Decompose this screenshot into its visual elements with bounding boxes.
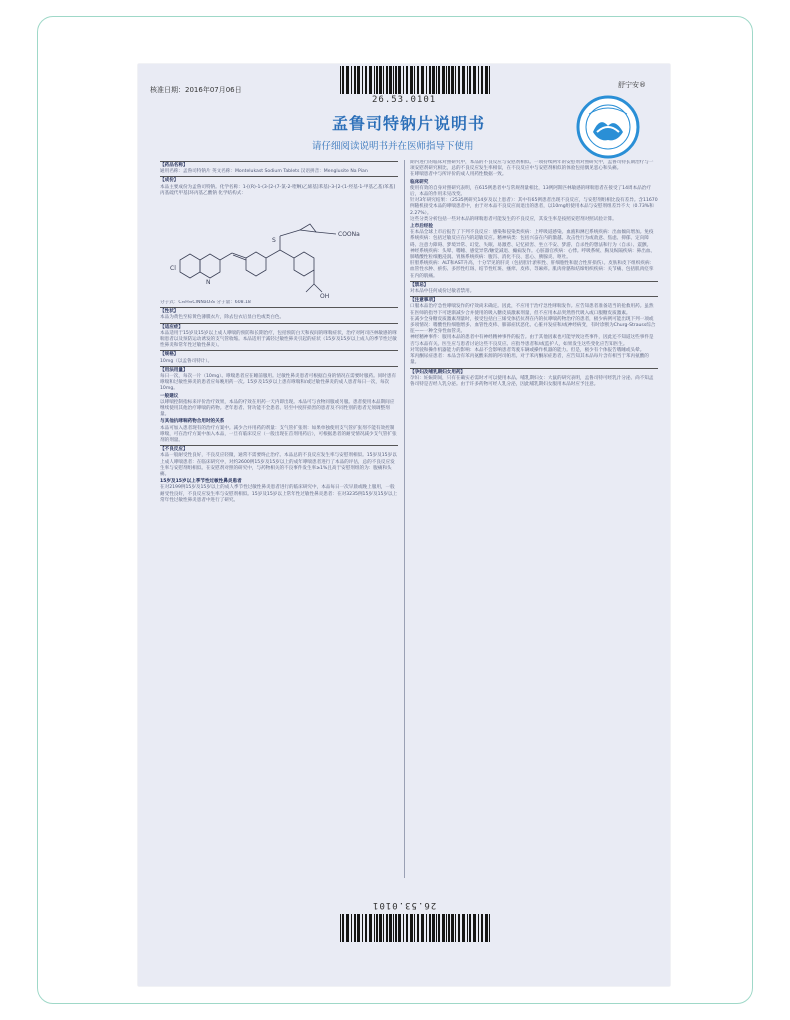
barcode-bar (346, 914, 349, 942)
barcode-bar (383, 914, 384, 942)
barcode-bar (455, 66, 456, 94)
barcode-bar (448, 66, 450, 94)
barcode-bar (365, 66, 367, 94)
barcode-bar (446, 914, 447, 942)
barcode-bar (481, 914, 483, 942)
barcode-bar (393, 914, 394, 942)
barcode-bar (455, 914, 456, 942)
barcode-bar (478, 914, 479, 942)
barcode-bar (485, 66, 488, 94)
section-heading-pregnancy: 【孕妇及哺乳期妇女用药】 (410, 369, 466, 375)
paragraph: 针对3年研究结果：（2535例研究14岁及以上患者）：其中有65例患者出现不良反应，与安慰剂组相比没有差异。含11670例随机接受本品的哮喘患者中，由于对本品不良反应而退出的患者，以10mg组使用本品与安慰剂组差异不大（0.73%和2.27%）。 (410, 198, 658, 216)
barcode-bar (369, 66, 372, 94)
paragraph: 期内进行的临床对照研究中，本品的不良反应与安慰剂相似。一项持续两年的安慰剂对照研究中，孟鲁司特长期治疗与一项安慰剂研究相比，总的不良反应发生率相似，在不良反应中与安慰剂相似的体验包括偶见恶心和头痛。 (410, 160, 654, 172)
section-rule (160, 161, 398, 162)
barcode-bar (442, 66, 445, 94)
subsection-text-general: 以哮喘控制指标来评价治疗效果，本品的疗效在用药一天内即出现。本品可与食物同服或另服。患者使用本品期间应继续使用其他治疗哮喘的药物。老年患者、肾功能不全患者、轻至中度肝损害的患者及不同性别的患者无须调整剂量。 (160, 399, 395, 418)
paragraph: 对驾驶和操作机器能力的影响：本品不会影响患者驾驶车辆或操作机器的能力。但是，极少有个体报告嗜睡或头晕。 (410, 347, 645, 353)
barcode-bar (473, 914, 476, 942)
svg-text:OH: OH (320, 293, 330, 300)
barcode-bar (369, 914, 372, 942)
barcode-bar (379, 66, 382, 94)
barcode-bar (462, 914, 465, 942)
barcode-bar (389, 914, 392, 942)
barcode-bar (432, 66, 435, 94)
svg-text:S: S (272, 237, 276, 244)
section-heading-strength: 【规格】 (160, 352, 179, 358)
section-heading-description: 【性状】 (160, 309, 179, 315)
section-rule (410, 296, 658, 297)
subsection-text-rhinitis: 在对2199例15岁及15岁以上的成人季节性过敏性鼻炎患者进行的临床研究中，本品每日一次早晨或晚上服用，一般耐受性良好，不良反应发生率与安慰剂相似。15岁及15岁以上常年性过敏性鼻炎患者：在对3235例15岁及15岁以上常年性过敏性鼻炎患者中进行了研究。 (160, 485, 398, 503)
barcode-bar (426, 66, 427, 94)
barcode-bar (410, 914, 413, 942)
right-column (410, 160, 658, 890)
barcode-bar (448, 914, 450, 942)
barcode-bar (414, 914, 415, 942)
barcode-bar (365, 914, 367, 942)
molecular-formula: 分子式：C₃₅H₃₅ClNNaO₃S 分子量：608.18 (160, 300, 251, 305)
barcode-bar (438, 66, 440, 94)
barcode-bar (376, 66, 378, 94)
section-rule (410, 281, 658, 282)
svg-text:N: N (206, 279, 211, 286)
barcode-bar (438, 914, 440, 942)
barcode-number-bottom: 26.53.0101 (372, 900, 437, 910)
paragraph: 神经精神事件：服用本品的患者中有神经精神事件的报告。由于其他因素也可能导致这些事件，因此还不知道这些事件是否与本品有关。医生应与患者讨论这些不良反应。应指导患者和/或监护人，如果发生这些变化应告知医生。 (410, 335, 654, 347)
barcode-bar (429, 914, 431, 942)
subheading-postmarketing: 上市后经验 (410, 224, 433, 230)
barcode-bar (451, 914, 454, 942)
barcode-bar (417, 66, 419, 94)
barcode-bar (426, 914, 427, 942)
paragraph: 在本品全球上市后报告了下列不良反应：感染和侵染类疾病：上呼吸道感染。血液和淋巴系统疾病：出血倾向增加。免疫系统疾病：包括过敏反应在内的超敏反应。精神病类：包括兴奋在内的激越、攻击性行为或敌意、焦虑、抑郁、定向障碍、注意力障碍、梦境异常、幻觉、失眠、易激惹、记忆损害、坐立不安、梦游、自杀性的想法和行为（自杀）、震颤。 (410, 230, 654, 248)
barcode-bar (395, 914, 397, 942)
barcode-bar (432, 914, 435, 942)
left-column (160, 160, 398, 220)
barcode-bar (458, 914, 460, 942)
paragraph: 苯丙酮尿症患者：本品含有苯丙氨酸来源的阿司帕坦。对于苯丙酮尿症患者，应告知其本品每片含有相当于苯丙氨酸的量。 (410, 354, 649, 366)
paragraph: 对本品中任何成份过敏者禁用。 (410, 289, 475, 295)
barcode-bar (406, 66, 408, 94)
barcode-bar (485, 914, 488, 942)
section-text-strength: 10mg（以孟鲁司特计）。 (160, 358, 213, 364)
barcode-bar (357, 66, 360, 94)
subheading-rhinitis: 15岁及15岁以上季节性过敏性鼻炎患者 (160, 479, 242, 485)
barcode-bar (357, 914, 360, 942)
barcode-bar (362, 66, 363, 94)
barcode-bar (436, 914, 437, 942)
section-heading-name: 【药品名称】 (160, 163, 188, 168)
barcode-bar (478, 66, 479, 94)
subheading-clinical: 临床研究 (410, 179, 429, 185)
barcode-bar (410, 66, 413, 94)
barcode-bar (481, 66, 483, 94)
svg-text:Cl: Cl (170, 265, 176, 272)
barcode-bar (354, 914, 356, 942)
left-column-continued (160, 300, 398, 890)
paragraph: 在减少全身糖皮质激素剂量时，接受包括白三烯受体拮抗剂在内的抗哮喘药物治疗的患者，极少病例可能出现下列一项或多项情况：嗜酸性粒细胞增多、血管性皮疹、肺部症状恶化、心脏并发症和/或神经病变，有时诊断为Churg-Strauss综合征——一种全身性血管炎。 (410, 316, 656, 335)
section-rule (160, 350, 398, 351)
section-text-adverse: 本品一般耐受性良好，不良反应轻微，通常不需要终止治疗。本品总的不良反应发生率与安慰剂相似。15岁及15岁以上成人哮喘患者：在临床研究中，对约2600例15岁及15岁以上的成年哮喘患者进行了本品的评估，总的不良反应发生率与安慰剂组相似。在安慰剂对照的研究中，与药物相关的不良事件发生率≥1%且高于安慰剂组的为：腹痛和头痛。 (160, 453, 397, 478)
column-divider (404, 160, 405, 878)
section-text-indications: 本品适用于15岁及15岁以上成人哮喘的预防和长期治疗，包括预防白天和夜间的哮喘症状，治疗对阿司匹林敏感的哮喘患者以及预防运动诱发的支气管收缩。本品适用于减轻过敏性鼻炎引起的症状（15岁及15岁以上成人的季节性过敏性鼻炎和常年性过敏性鼻炎）。 (160, 330, 397, 349)
barcode-bar (414, 66, 415, 94)
subsection-text-combination: 本品可加入患者现有的治疗方案中。减少合并用药的剂量：支气管扩张剂：如果单独使用支气管扩张剂不能有效控制哮喘，可在治疗方案中加入本品，一旦有临床反应（一般出现在首剂用药后），可根据患者的耐受情况减少支气管扩张剂的剂量。 (160, 425, 397, 444)
otc-style-round-badge-icon (573, 92, 643, 162)
barcode-bar (436, 66, 437, 94)
barcode-bar (398, 66, 401, 94)
barcode-bar (469, 914, 471, 942)
barcode-bar (417, 914, 419, 942)
section-heading-contraindications: 【禁忌】 (410, 282, 429, 288)
barcode-bottom (340, 914, 491, 942)
section-text-ingredients: 本品主要成份为孟鲁司特钠。化学名称：1-[(R)-1-(3-[2-(7-氯-2-喹啉)乙烯基]苯基)-3-[2-(1-羟基-1-甲基乙基)苯基]丙基硫代甲基]环丙基乙酸钠 化学结构式： (160, 184, 396, 196)
barcode-bar (386, 66, 388, 94)
subheading-combination: 与其他抗哮喘药物合用时的关系 (160, 419, 225, 425)
paragraph: 在哮喘患者中与所评价的成人用药性数据一致。 (410, 172, 507, 178)
chemical-structure-drawing (160, 220, 390, 300)
barcode-bar (374, 914, 375, 942)
barcode-bar (374, 66, 375, 94)
barcode-bar (351, 914, 352, 942)
subheading-general: 一般建议 (160, 393, 179, 399)
barcode-bar (389, 66, 392, 94)
paragraph: 口服本品治疗急性哮喘发作的疗效尚未确定。因此，不应用于治疗急性哮喘发作。应告知患者准备适当的抢救用药。虽然在医师的指导下可逐渐减少合并使用的吸入糖皮质激素剂量，但不应用本品突然替代吸入或口服糖皮质激素。 (410, 304, 654, 316)
barcode-bar (458, 66, 460, 94)
section-heading-precautions: 【注意事项】 (410, 298, 438, 304)
barcode-bar (379, 914, 382, 942)
barcode-bar (442, 914, 445, 942)
svg-text:COONa: COONa (338, 231, 360, 238)
barcode-bar (346, 66, 349, 94)
paragraph: 孕妇：妊娠期间，只有在确实必需时才可以使用本品。哺乳期妇女：大鼠的研究表明，孟鲁司特可经乳汁分泌。尚不知孟鲁司特是否经人乳分泌。由于许多药物可经人乳分泌，因此哺乳期妇女服用本品时应予注意。 (410, 375, 654, 387)
barcode-bar (403, 66, 404, 94)
barcode-bar (469, 66, 471, 94)
section-rule (160, 307, 398, 308)
brand-name: 舒宁安® (618, 81, 646, 89)
barcode-bar (362, 914, 363, 942)
section-heading-adverse: 【不良反应】 (160, 447, 188, 453)
barcode-bar (340, 914, 341, 942)
barcode-bar (429, 66, 431, 94)
document-subtitle: 请仔细阅读说明书并在医师指导下使用 (312, 141, 474, 152)
revision-date: 核准日期：2016年07月06日 (150, 86, 242, 94)
section-rule (410, 368, 658, 369)
section-text-dosage: 每日一次，每次一片（10mg）。哮喘患者应在睡前服用。过敏性鼻炎患者可根据自身的情况在需要时服药。同时患有哮喘和过敏性鼻炎的患者应每晚用药一次。15岁及15岁以上患有哮喘和/或过敏性鼻炎的成人患者每日一次，每次10mg。 (160, 374, 397, 392)
section-rule (160, 323, 398, 324)
barcode-bar (395, 66, 397, 94)
section-rule (160, 445, 398, 446)
barcode-number-top: 26.53.0101 (372, 95, 437, 105)
barcode-bar (386, 914, 388, 942)
section-heading-dosage: 【用法用量】 (160, 367, 188, 373)
barcode-bar (342, 914, 344, 942)
section-text-description: 本品为黄色至棕黄色薄膜衣片，除去包衣后显白色或类白色。 (160, 315, 285, 321)
section-heading-ingredients: 【成份】 (160, 178, 179, 184)
barcode-bar (376, 914, 378, 942)
barcode-bar (342, 66, 344, 94)
barcode-bar (467, 914, 468, 942)
section-heading-indications: 【适应症】 (160, 324, 183, 330)
paragraph: 神经系统疾病：头晕、嗜睡、感觉异常/触觉减退、癫痫发作。心脏器官疾病：心悸。呼吸系统、胸及纵隔疾病：鼻出血、肺嗜酸性粒细胞浸润。胃肠系统疾病：腹泻、消化不良、恶心、胰腺炎、呕吐。 (410, 248, 656, 261)
paragraph: 肝胆系统疾病：ALT和AST升高，十分罕见的肝炎（包括胆汁淤积性、肝细胞性和混合性肝损伤）。皮肤和皮下组织疾病：血管性水肿、瘀伤、多形性红斑、结节性红斑、瘙痒、皮疹、荨麻疹。肌肉骨骼和结缔组织疾病：关节痛、包括肌肉痉挛在内的肌痛。 (410, 261, 655, 279)
barcode-bar (467, 66, 468, 94)
barcode-bar (451, 66, 454, 94)
barcode-bar (403, 914, 404, 942)
barcode-bar (473, 66, 476, 94)
section-rule (160, 176, 398, 177)
paragraph: 使用有效的自身对照研究表明，在615例患者中与常规剂量相比，13例阿斯匹林敏感的哮喘患者在接受了14周本品治疗后，本品的作用未见改变。 (410, 185, 651, 198)
barcode-bar (351, 66, 352, 94)
barcode-bar (393, 66, 394, 94)
section-rule (160, 366, 398, 367)
barcode-bar (421, 66, 424, 94)
barcode-bar (340, 66, 341, 94)
barcode-bar (354, 66, 356, 94)
barcode-bar (383, 66, 384, 94)
barcode-bar (406, 914, 408, 942)
barcode-top (340, 66, 491, 94)
document-title: 孟鲁司特钠片说明书 (332, 114, 486, 133)
section-text-name: 通用名称：孟鲁司特钠片 英文名称：Montelukast Sodium Tablets 汉语拼音：Menglusite Na Pian (160, 169, 368, 175)
barcode-bar (421, 914, 424, 942)
barcode-bar (489, 66, 490, 94)
barcode-bar (398, 914, 401, 942)
barcode-bar (462, 66, 465, 94)
barcode-bar (446, 66, 447, 94)
paragraph: 这些分类分析包括一些对本品的哮喘患者可能发生的不良反应，其发生率是按照安慰剂对照试验计算。 (410, 216, 617, 222)
barcode-bar (489, 914, 490, 942)
